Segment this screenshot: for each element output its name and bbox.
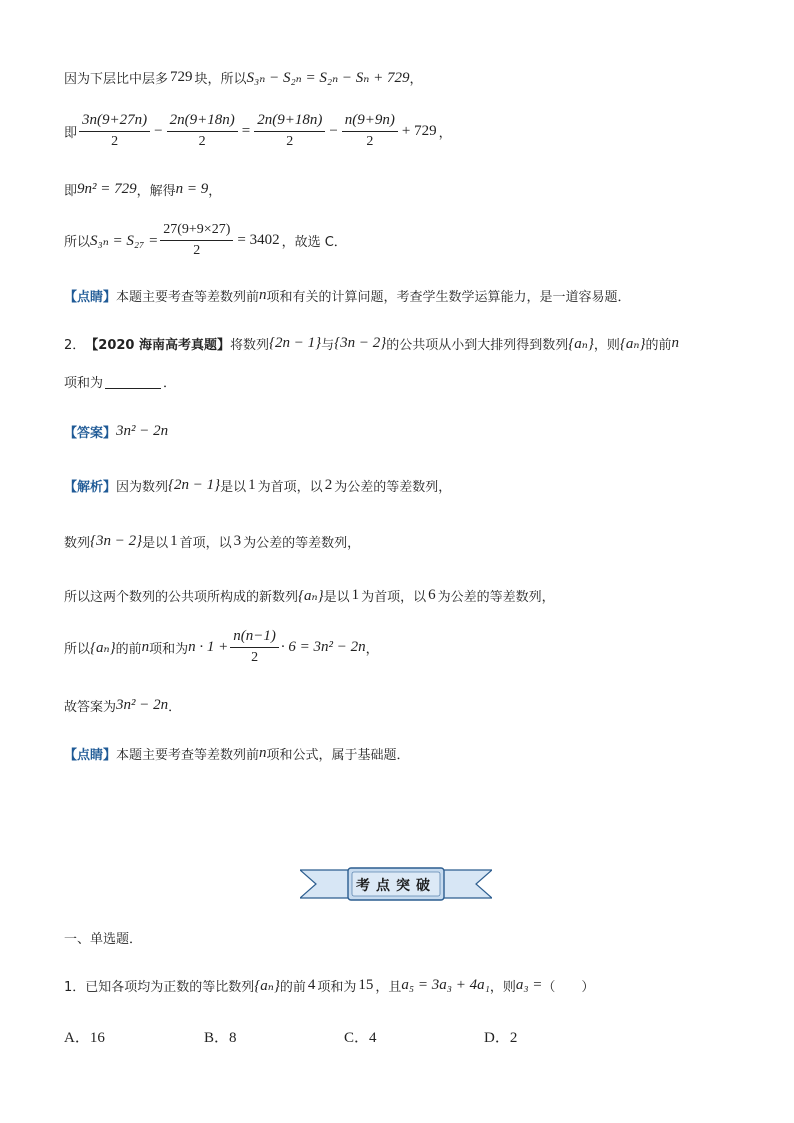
answer-tag: 【答案】 (64, 426, 117, 441)
option-d[interactable]: D．2 (484, 1030, 518, 1046)
text: 块，所以 (194, 72, 247, 87)
text: 因为下层比中层多 (64, 72, 169, 87)
solution-line-4: 所以 S₃ₙ = S₂₇ = $\frac{27(9+9\times 27)}{2}$ = 3402 ，故选 C． (64, 222, 347, 258)
tip-note-1: 【点睛】 本题主要考查等差数列前 n 项和有关的计算问题，考查学生数学运算能力，是一道容易题． (64, 287, 631, 305)
answer-blank (105, 374, 161, 389)
solution-line-2: 即 $\frac{3n(9+27n)}{2}$ − $\frac{2n(9+18n)}{2}$ = $\frac{2n(9+18n)}{2}$ − $\frac{n(9+9n)}{2}$ + 729 ， (64, 112, 452, 149)
solution-line-3: 即 9n² = 729 ，解得 n = 9 ， (64, 181, 222, 199)
text: 即 (64, 125, 78, 141)
question-2-line-2: 项和为 ． (64, 376, 177, 391)
equation: S₃ₙ − S₂ₙ = S₂ₙ − Sₙ + 729 (246, 70, 410, 86)
solution-line-1 (64, 68, 423, 87)
source-tag: 【2020 海南高考真题】 (85, 338, 230, 353)
section-title: 一、单选题． (64, 932, 143, 947)
tip-tag: 【点睛】 (64, 290, 117, 305)
question-2-line-1: 2． 【2020 海南高考真题】 将数列 {2n − 1} 与 {3n − 2} 的公共项从小到大排列得到数列 {aₙ} ，则 {aₙ} 的前 n (64, 335, 679, 353)
equation: n = 9 (175, 181, 209, 197)
tip-tag: 【点睛】 (64, 748, 117, 763)
answer-line (64, 422, 168, 441)
option-b[interactable]: B．8 (204, 1030, 237, 1046)
fraction: $\frac{2n(9+18n)}{2}$ (167, 112, 238, 150)
answer-value: 3n² − 2n (116, 423, 169, 439)
question-1: 1． 已知各项均为正数的等比数列 {aₙ} 的前 4 项和为 15 ，且 a₅ = 3a₃ + 4a₁ ，则 a₃ = （ ） (64, 977, 595, 995)
fraction: $\frac{n(n-1)}{2}$ (230, 628, 279, 666)
explanation-line-1: 【解析】 因为数列 {2n − 1} 是以 1 为首项，以 2 为公差的等差数列， (64, 477, 452, 495)
fraction: $\frac{3n(9+27n)}{2}$ (79, 112, 150, 150)
explanation-line-3: 所以这两个数列的公共项所构成的新数列 {aₙ} 是以 1 为首项，以 6 为公差的等差数列， (64, 587, 555, 605)
fraction: $\frac{2n(9+18n)}{2}$ (254, 112, 325, 150)
option-c[interactable]: C．4 (344, 1030, 377, 1046)
number: 729 (170, 69, 193, 85)
explanation-line-5: 故答案为 3n² − 2n ． (64, 697, 182, 715)
option-a[interactable]: A．16 (64, 1030, 105, 1046)
equation: 9n² = 729 (77, 181, 137, 197)
explanation-line-2: 数列 {3n − 2} 是以 1 首项，以 3 为公差的等差数列， (64, 533, 361, 551)
fraction: $\frac{27(9+9\times 27)}{2}$ (160, 222, 233, 259)
tip-note-2: 【点睛】 本题主要考查等差数列前 n 项和公式，属于基础题． (64, 745, 410, 763)
explanation-tag: 【解析】 (64, 480, 117, 495)
text: ， (409, 72, 423, 87)
section-banner-title: 考点突破 (356, 878, 436, 894)
explanation-line-4: 所以 {aₙ} 的前 n 项和为 n · 1 + $\frac{n(n-1)}{2}$ · 6 = 3n² − 2n ， (64, 628, 379, 665)
fraction: $\frac{n(9+9n)}{2}$ (342, 112, 398, 150)
